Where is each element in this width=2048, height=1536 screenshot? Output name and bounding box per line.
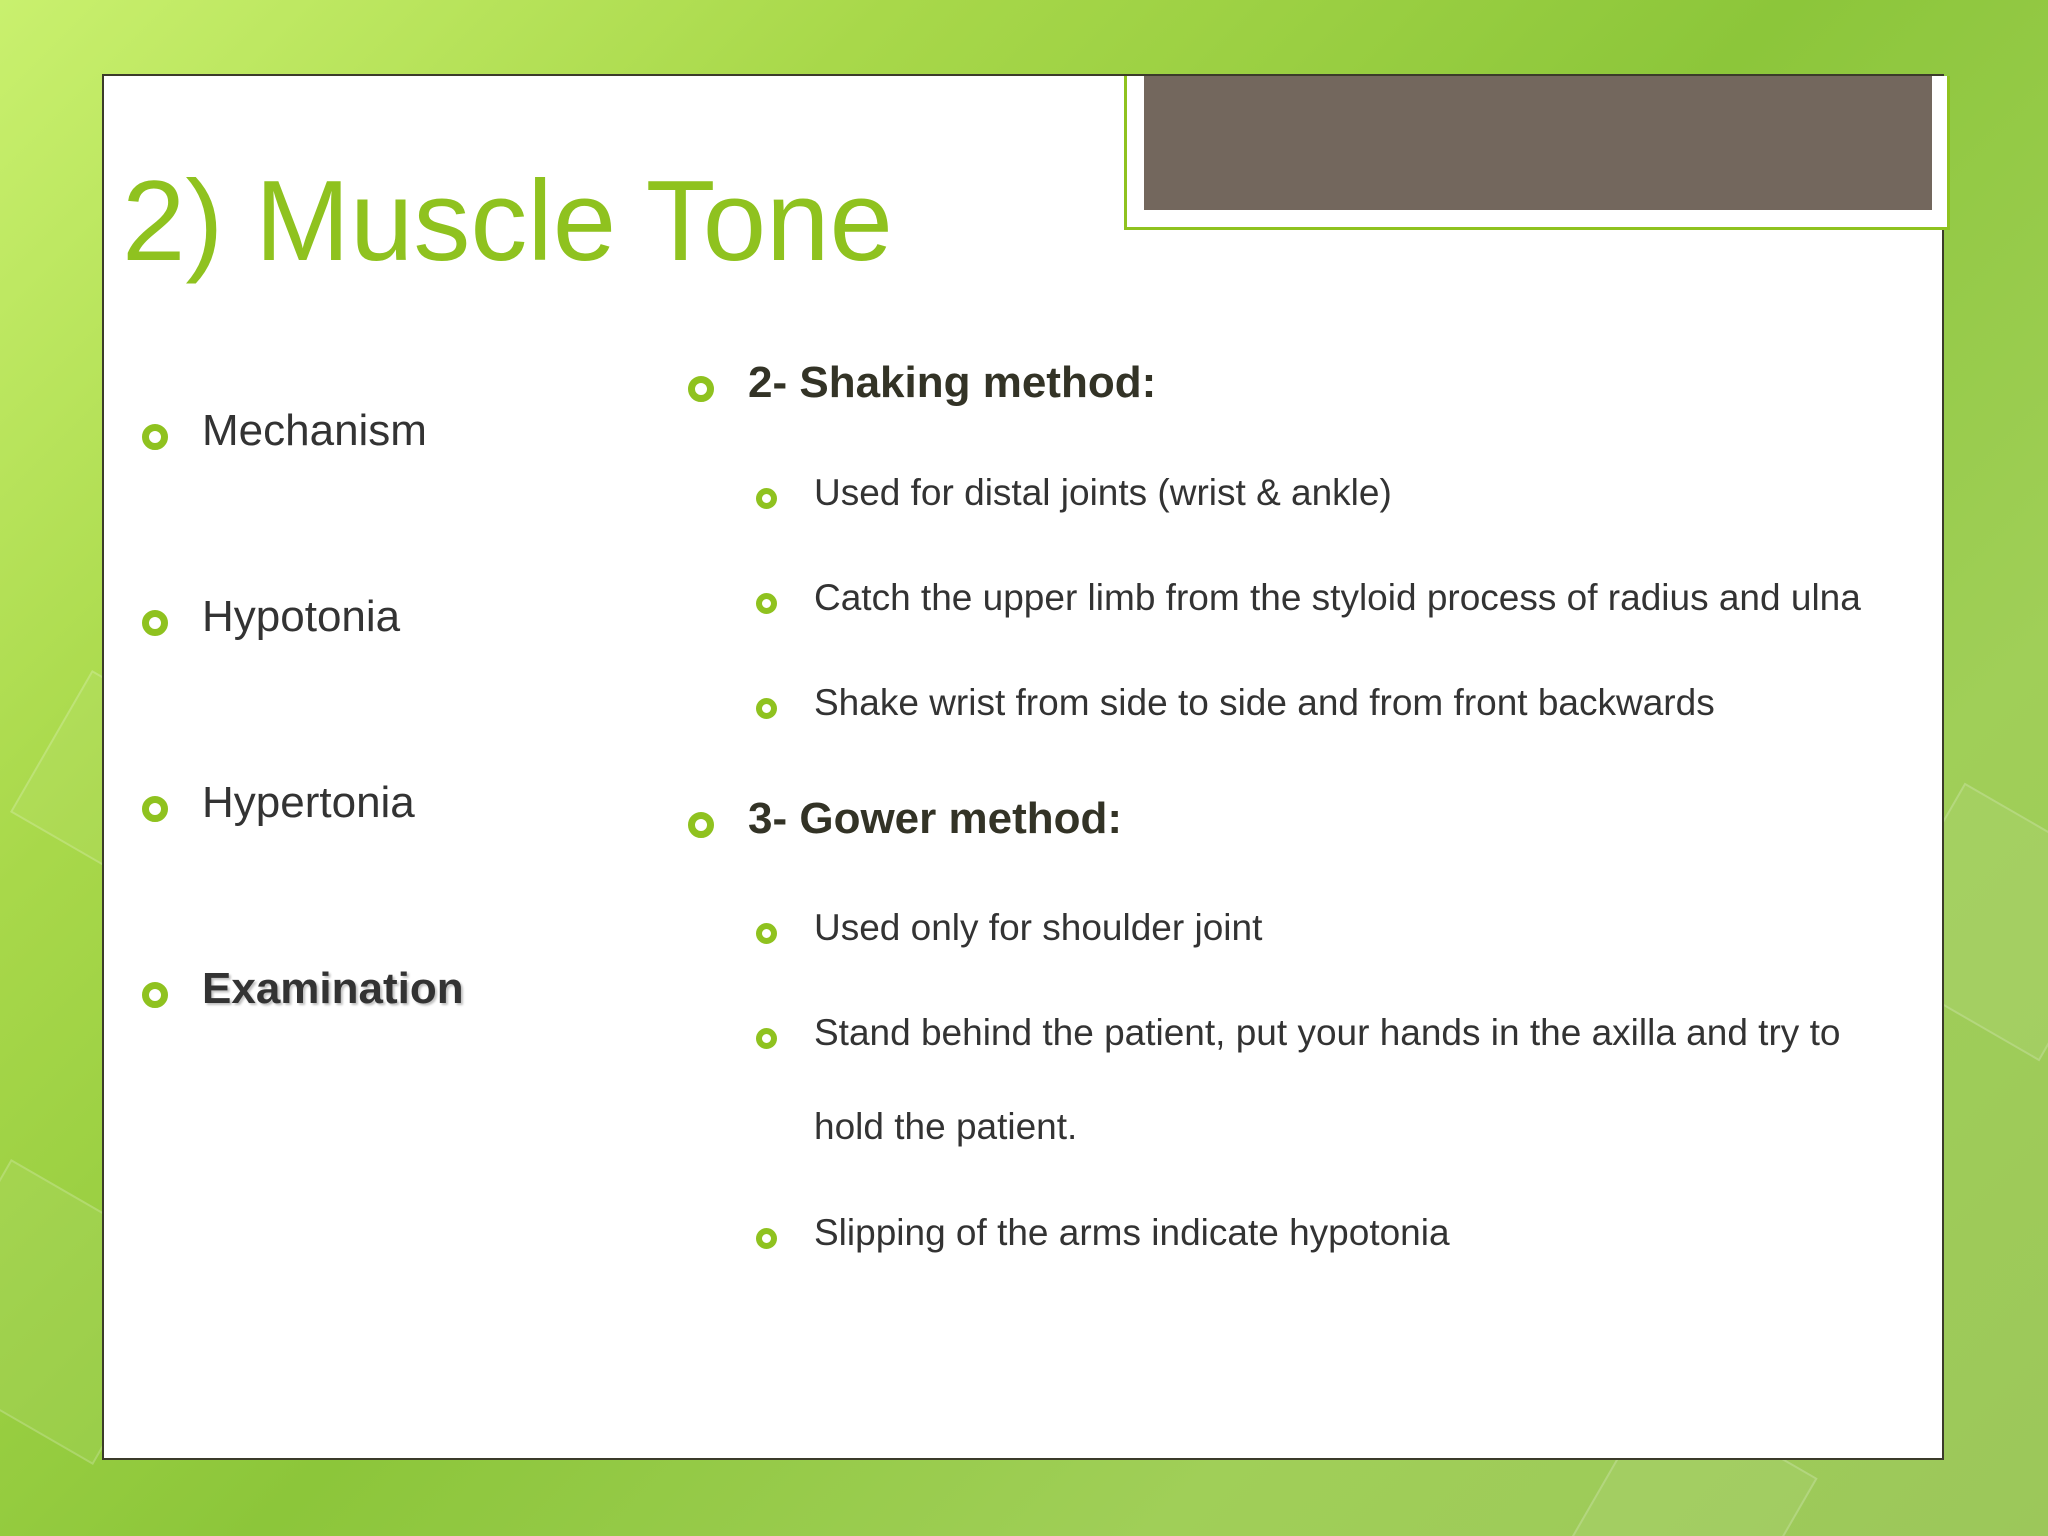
bullet-icon <box>142 982 168 1008</box>
slide-title: 2) Muscle Tone <box>122 158 893 285</box>
bullet-icon <box>142 796 168 822</box>
bullet-icon <box>756 488 777 509</box>
gower-point-2-continued: hold the patient. <box>814 1106 1078 1147</box>
gower-method-heading: 3- Gower method: <box>748 794 1123 843</box>
bullet-icon <box>688 376 714 402</box>
gower-point-2: Stand behind the patient, put your hands in the axilla and try to <box>814 1012 1841 1053</box>
bullet-icon <box>756 593 777 614</box>
left-item-mechanism: Mechanism <box>202 406 427 455</box>
bullet-icon <box>756 1228 777 1249</box>
bullet-icon <box>756 698 777 719</box>
left-item-hypotonia: Hypotonia <box>202 592 401 641</box>
shaking-point-2: Catch the upper limb from the styloid process of radius and ulna <box>814 577 1861 618</box>
shaking-point-3: Shake wrist from side to side and from front backwards <box>814 682 1715 723</box>
slide-panel <box>102 74 1944 1460</box>
header-placeholder-box <box>1144 76 1932 210</box>
gower-point-3: Slipping of the arms indicate hypotonia <box>814 1212 1450 1253</box>
bullet-icon <box>142 610 168 636</box>
shaking-method-heading: 2- Shaking method: <box>748 358 1157 407</box>
bullet-icon <box>142 424 168 450</box>
shaking-point-1: Used for distal joints (wrist & ankle) <box>814 472 1392 513</box>
left-item-hypertonia: Hypertonia <box>202 778 415 827</box>
bullet-icon <box>756 1028 777 1049</box>
left-item-examination: Examination <box>202 964 464 1013</box>
bullet-icon <box>688 812 714 838</box>
gower-point-1: Used only for shoulder joint <box>814 907 1263 948</box>
bullet-icon <box>756 923 777 944</box>
